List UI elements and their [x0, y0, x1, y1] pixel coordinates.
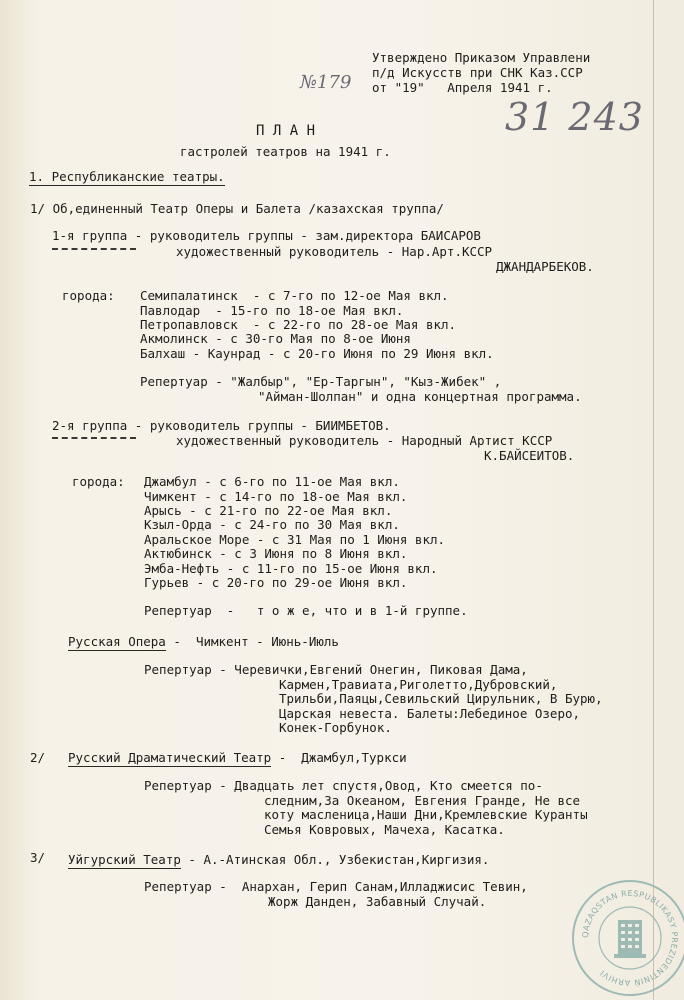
drama-repertoire: коту масленица,Наши Дни,Кремлевские Куранты [264, 807, 588, 822]
group2-city: Кзыл-Орда - с 24-го по 30 Мая вкл. [144, 517, 400, 532]
group2-underline [52, 437, 136, 439]
group2-cities-label: города: [72, 474, 125, 489]
group1-line-2: художественный руководитель - Нар.Арт.КССР [176, 244, 493, 259]
group2-repertoire: Репертуар - т о ж е, что и в 1-й группе. [144, 603, 468, 618]
opera-heading: 1/ Об,единенный Театр Оперы и Балета /казахская труппа/ [30, 201, 444, 216]
archive-stamp-graphic [574, 882, 684, 994]
approval-line-1: Утверждено Приказом Управлени [372, 50, 591, 65]
group2-city: Аральское Море - с 31 Мая по 1 Июня вкл. [144, 532, 446, 547]
group1-city: Петропавловск - с 22-го по 28-ое Мая вкл. [140, 317, 457, 332]
stamp-text: QAZAQSTAN RESPUBLIKASY PREZIDENTINIŃ ARHIVI [580, 888, 680, 988]
group1-underline [52, 248, 136, 250]
uyghur-name: Уйгурский Театр [68, 852, 181, 867]
uyghur-number: 3/ [30, 850, 46, 865]
group1-city: Балхаш - Каунрад - с 20-го Июня по 29 Июня вкл. [140, 346, 494, 361]
russian-opera-repertoire: Кармен,Травиата,Риголетто,Дубровский, [279, 677, 558, 692]
uyghur-repertoire: Репертуар - Анархан, Герип Санам,Илладжисис Тевин, [144, 879, 528, 894]
group1-cities-label: города: [62, 288, 115, 303]
group2-line-3: К.БАЙСЕИТОВ. [484, 448, 575, 463]
group1-city: Павлодар - 15-го по 18-ое Мая вкл. [140, 303, 404, 318]
handwritten-archive-code: 31 243 [505, 95, 644, 139]
approval-line-3: от "19" Апреля 1941 г. [372, 80, 553, 95]
page-subtitle: гастролей театров на 1941 г. [180, 144, 391, 159]
russian-opera-repertoire: Трильби,Паяцы,Севильский Цирульник, В Бурю, [279, 691, 603, 706]
russian-opera-heading [68, 636, 339, 649]
page-title: П Л А Н [256, 123, 316, 139]
group2-city: Джамбул - с 6-го по 11-ое Мая вкл. [144, 474, 400, 489]
drama-place: - Джамбул,Туркси [271, 750, 407, 765]
group2-city: Чимкент - с 14-го по 18-ое Мая вкл. [144, 489, 408, 504]
russian-opera-place: - Чимкент - Июнь-Июль [165, 634, 339, 649]
group1-city: Семипалатинск - с 7-го по 12-ое Мая вкл. [140, 288, 449, 303]
group1-line-3: ДЖАНДАРБЕКОВ. [496, 259, 594, 274]
group2-city: Актюбинск - с 3 Июня по 8 Июня вкл. [144, 546, 408, 561]
section-heading: 1. Республиканские театры. [29, 169, 225, 184]
group1-city: Акмолинск - с 30-го Мая по 8-ое Июня [140, 331, 411, 346]
drama-repertoire: следним,За Океаном, Евгения Гранде, Не все [264, 793, 581, 808]
russian-opera-name: Русская Опера [68, 634, 166, 649]
uyghur-heading [68, 854, 489, 867]
drama-repertoire: Семья Ковровых, Мачеха, Касатка. [264, 822, 505, 837]
archive-stamp [572, 880, 684, 996]
approval-line-2: п/д Искусств при СНК Каз.ССР [372, 65, 583, 80]
group2-line-2: художественный руководитель - Народный Артист КССР [176, 433, 553, 448]
uyghur-place: - А.-Атинская Обл., Узбекистан,Киргизия. [180, 852, 490, 867]
handwritten-number: №179 [300, 72, 352, 93]
drama-repertoire: Репертуар - Двадцать лет спустя,Овод, Кто смеется по- [144, 778, 543, 793]
group2-city: Гурьев - с 20-го по 29-ое Июня вкл. [144, 575, 408, 590]
uyghur-repertoire: Жорж Данден, Забавный Случай. [268, 894, 487, 909]
group2-city: Арысь - с 21-го по 22-ое Мая вкл. [144, 503, 393, 518]
group2-line-1: 2-я группа - руководитель группы - БИИМБЕТОВ. [52, 418, 391, 433]
russian-opera-repertoire: Репертуар - Черевички,Евгений Онегин, Пиковая Дама, [144, 662, 528, 677]
drama-name: Русский Драматический Театр [68, 750, 272, 765]
group1-line-1: 1-я группа - руководитель группы - зам.директора БАИСАРОВ [52, 228, 481, 243]
russian-opera-repertoire: Конек-Горбунок. [279, 720, 392, 735]
page-edge [653, 0, 654, 1000]
russian-opera-repertoire: Царская невеста. Балеты:Лебединое Озеро, [279, 706, 581, 721]
drama-heading [68, 752, 407, 765]
group2-city: Эмба-Нефть - с 11-го по 15-ое Июня вкл. [144, 561, 438, 576]
group1-repertoire-2: "Айман-Шолпан" и одна концертная программа. [258, 389, 582, 404]
drama-number: 2/ [30, 750, 46, 765]
group1-repertoire-1: Репертуар - "Жалбыр", "Ер-Таргын", "Кыз-Жибек" , [140, 374, 502, 389]
